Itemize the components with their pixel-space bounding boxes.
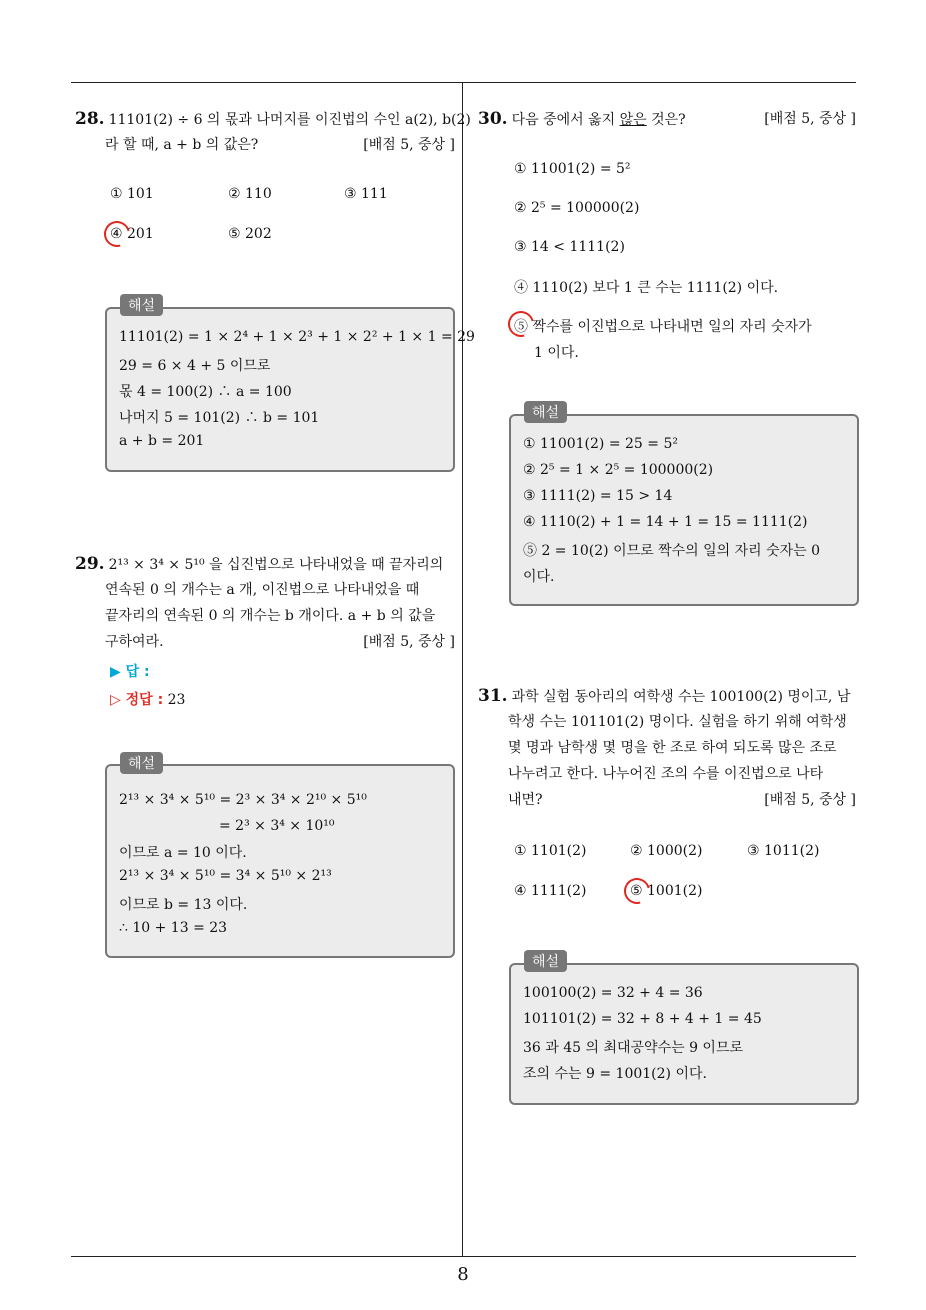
q29-text-1: 2¹³ × 3⁴ × 5¹⁰ 을 십진법으로 나타내었을 때 끝자리의 <box>108 557 444 573</box>
q31-choice-5[interactable]: ⑤ 1001(2) <box>630 883 703 899</box>
q28-choice-5[interactable]: ⑤ 202 <box>228 226 272 242</box>
q28-choice-2[interactable]: ② 110 <box>228 186 272 202</box>
question-29 <box>75 551 455 655</box>
q29-sol-4: 2¹³ × 3⁴ × 5¹⁰ = 3⁴ × 5¹⁰ × 2¹³ <box>119 868 332 884</box>
q29-text-3: 끝자리의 연속된 0 의 개수는 b 개이다. a + b 의 값을 <box>105 608 436 624</box>
q30-text-underlined: 않은 <box>619 112 647 128</box>
q28-sol-4: 나머지 5 = 101(2) ∴ b = 101 <box>119 410 320 426</box>
bottom-rule <box>71 1256 856 1257</box>
q30-choice-5[interactable]: ⑤ 짝수를 이진법으로 나타내면 일의 자리 숫자가 <box>514 319 812 335</box>
q28-text-2: 라 할 때, a + b 의 값은? <box>105 137 259 153</box>
q30-sol-6: 이다. <box>523 569 555 585</box>
q29-sol-6: ∴ 10 + 13 = 23 <box>119 920 228 936</box>
q30-sol-4: ④ 1110(2) + 1 = 14 + 1 = 15 = 1111(2) <box>523 514 808 530</box>
q31-text-2: 학생 수는 101101(2) 명이다. 실험을 하기 위해 여학생 <box>508 714 847 730</box>
page-number: 8 <box>457 1264 469 1285</box>
q30-score: [배점 5, 중상 ] <box>764 111 856 127</box>
q31-number: 31. <box>478 686 508 706</box>
q31-text-1: 과학 실험 동아리의 여학생 수는 100100(2) 명이고, 남 <box>511 689 851 705</box>
answer-circle-mark <box>619 873 655 909</box>
q30-text-b: 것은? <box>646 112 686 128</box>
q28-text-1: 11101(2) ÷ 6 의 몫과 나머지를 이진법의 수인 a(2), b(2) <box>108 112 471 128</box>
q29-number: 29. <box>75 554 105 574</box>
q31-solution-box <box>509 963 859 1105</box>
q29-text-4: 구하여라. <box>105 634 164 650</box>
q28-choice-4[interactable]: ④ 201 <box>110 226 154 242</box>
q31-sol-3: 36 과 45 의 최대공약수는 9 이므로 <box>523 1040 744 1056</box>
q28-sol-5: a + b = 201 <box>119 433 205 449</box>
q30-choice-5-cont: 1 이다. <box>534 345 579 361</box>
q31-score: [배점 5, 중상 ] <box>764 792 856 808</box>
q31-text-4: 나누려고 한다. 나누어진 조의 수를 이진법으로 나타 <box>508 766 824 782</box>
q31-sol-2: 101101(2) = 32 + 8 + 4 + 1 = 45 <box>523 1011 762 1027</box>
question-31 <box>478 683 856 813</box>
q29-solution-tag: 해설 <box>120 752 163 774</box>
q28-sol-2: 29 = 6 × 4 + 5 이므로 <box>119 358 271 374</box>
q30-choice-1[interactable]: ① 11001(2) = 5² <box>514 161 631 177</box>
q30-sol-2: ② 2⁵ = 1 × 2⁵ = 100000(2) <box>523 462 714 478</box>
q31-text-3: 몇 명과 남학생 몇 명을 한 조로 하여 되도록 많은 조로 <box>508 740 837 756</box>
q30-text-a: 다음 중에서 옳지 <box>511 112 620 128</box>
q29-sol-3: 이므로 a = 10 이다. <box>119 845 247 861</box>
q31-choice-4[interactable]: ④ 1111(2) <box>514 883 587 899</box>
q28-score: [배점 5, 중상 ] <box>363 137 455 153</box>
q29-solution-box <box>105 764 455 958</box>
column-divider <box>462 82 463 1257</box>
q30-sol-1: ① 11001(2) = 25 = 5² <box>523 436 678 452</box>
q29-score: [배점 5, 중상 ] <box>363 634 455 650</box>
q30-sol-3: ③ 1111(2) = 15 > 14 <box>523 488 673 504</box>
q29-text-2: 연속된 0 의 개수는 a 개, 이진법으로 나타내었을 때 <box>105 582 420 598</box>
q31-solution-tag: 해설 <box>524 950 567 972</box>
q28-solution-tag: 해설 <box>120 294 163 316</box>
q29-sol-5: 이므로 b = 13 이다. <box>119 897 248 913</box>
q31-text-5: 내면? <box>508 792 543 808</box>
q28-sol-3: 몫 4 = 100(2) ∴ a = 100 <box>119 384 292 400</box>
q29-sol-2: = 2³ × 3⁴ × 10¹⁰ <box>219 818 335 834</box>
q31-choice-1[interactable]: ① 1101(2) <box>514 843 587 859</box>
question-30 <box>478 106 856 132</box>
q30-choice-4[interactable]: ④ 1110(2) 보다 1 큰 수는 1111(2) 이다. <box>514 280 779 296</box>
q30-choice-2[interactable]: ② 2⁵ = 100000(2) <box>514 200 640 216</box>
question-28 <box>75 106 471 158</box>
q30-solution-tag: 해설 <box>524 401 567 423</box>
answer-circle-mark <box>99 216 135 252</box>
q28-choice-1[interactable]: ① 101 <box>110 186 154 202</box>
q30-number: 30. <box>478 109 508 129</box>
q31-sol-1: 100100(2) = 32 + 4 = 36 <box>523 985 703 1001</box>
q31-choice-3[interactable]: ③ 1011(2) <box>747 843 820 859</box>
top-rule <box>71 82 856 83</box>
q28-sol-1: 11101(2) = 1 × 2⁴ + 1 × 2³ + 1 × 2² + 1 × 1 = 29 <box>119 329 475 345</box>
q29-sol-1: 2¹³ × 3⁴ × 5¹⁰ = 2³ × 3⁴ × 2¹⁰ × 5¹⁰ <box>119 792 367 808</box>
q30-solution-box <box>509 414 859 606</box>
q29-answer-label: ▶ 답 : <box>110 664 150 680</box>
answer-circle-mark <box>503 306 539 342</box>
q29-correct-answer: ▷ 정답 : 23 <box>110 692 186 708</box>
q28-choice-3[interactable]: ③ 111 <box>344 186 388 202</box>
q28-solution-box <box>105 307 475 472</box>
q31-choice-2[interactable]: ② 1000(2) <box>630 843 703 859</box>
q30-sol-5: ⑤ 2 = 10(2) 이므로 짝수의 일의 자리 숫자는 0 <box>523 543 821 559</box>
q31-sol-4: 조의 수는 9 = 1001(2) 이다. <box>523 1066 707 1082</box>
q28-number: 28. <box>75 109 105 129</box>
q30-choice-3[interactable]: ③ 14 < 1111(2) <box>514 239 625 255</box>
